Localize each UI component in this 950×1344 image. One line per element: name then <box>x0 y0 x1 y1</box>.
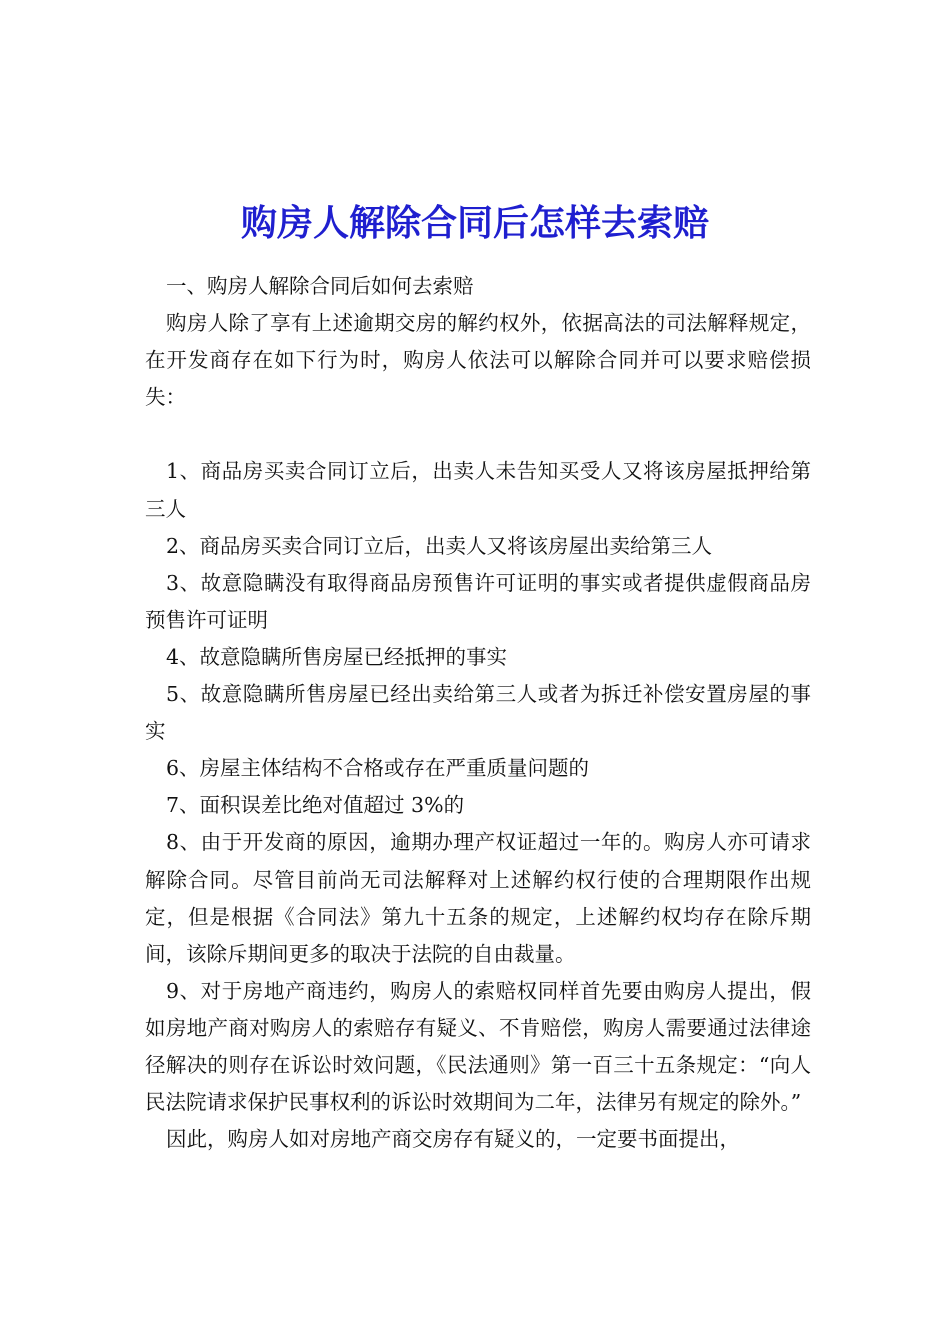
list-item: 3、故意隐瞒没有取得商品房预售许可证明的事实或者提供虚假商品房预售许可证明 <box>145 570 811 632</box>
list-item: 4、故意隐瞒所售房屋已经抵押的事实 <box>166 644 508 669</box>
list-item: 2、商品房买卖合同订立后，出卖人又将该房屋出卖给第三人 <box>166 533 713 558</box>
document-title: 购房人解除合同后怎样去索赔 <box>240 203 709 245</box>
document-body <box>145 268 811 1158</box>
list-item: 5、故意隐瞒所售房屋已经出卖给第三人或者为拆迁补偿安置房屋的事实 <box>145 682 811 744</box>
body-paragraph: 因此，购房人如对房地产商交房存有疑义的，一定要书面提出， <box>166 1127 740 1152</box>
list-item: 8、由于开发商的原因，逾期办理产权证超过一年的。购房人亦可请求解除合同。尽管目前尚无司法解释对上述解约权行使的合理期限作出规定，但是根据《合同法》第九十五条的规定，上述解约权均存在除斥期间，该除斥期间更多的取决于法院的自由裁量。 <box>145 830 811 966</box>
list-item: 7、面积误差比绝对值超过 3%的 <box>166 793 465 818</box>
list-item: 1、商品房买卖合同订立后，出卖人未告知买受人又将该房屋抵押给第三人 <box>145 459 811 521</box>
blank-line <box>145 416 811 453</box>
section-heading: 一、购房人解除合同后如何去索赔 <box>166 274 474 298</box>
list-item: 9、对于房地产商违约，购房人的索赔权同样首先要由购房人提出，假如房地产商对购房人的索赔存有疑义、不肯赔偿，购房人需要通过法律途径解决的则存在诉讼时效问题，《民法通则》第一百三十五条规定：“向人民法院请求保护民事权利的诉讼时效期间为二年，法律另有规定的除外。” <box>145 978 811 1115</box>
body-paragraph: 购房人除了享有上述逾期交房的解约权外，依据高法的司法解释规定，在开发商存在如下行为时，购房人依法可以解除合同并可以要求赔偿损失： <box>145 311 811 410</box>
list-item: 6、房屋主体结构不合格或存在严重质量问题的 <box>166 756 590 781</box>
